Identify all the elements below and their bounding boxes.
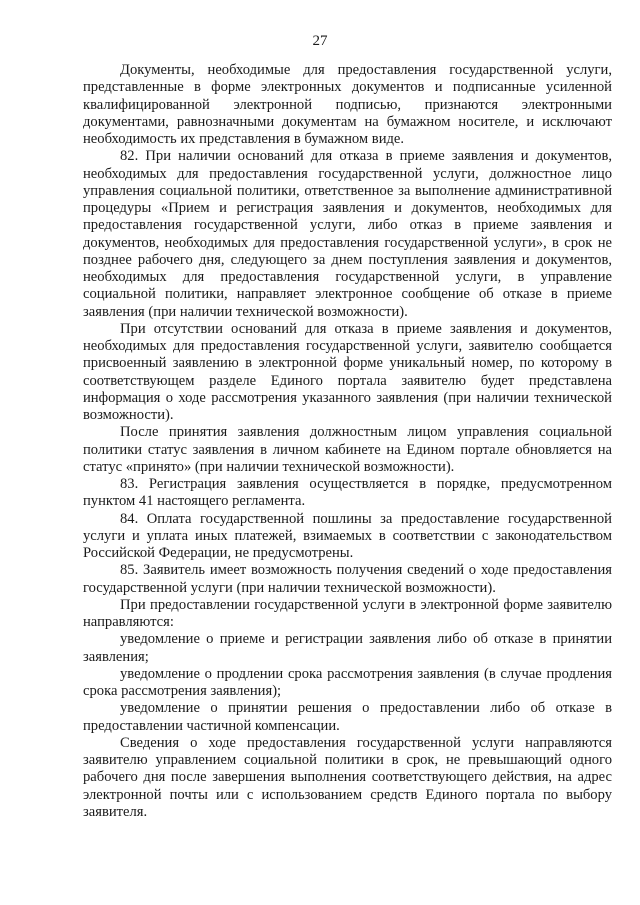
document-body — [83, 62, 612, 821]
paragraph-status-accepted: После принятия заявления должностным лицом управления социальной политики статус заявления в личном кабинете на Едином портале обновляется на статус «принято» (при наличии технической возможности). — [83, 424, 612, 475]
page-number: 27 — [312, 33, 328, 49]
paragraph-notification-receipt: уведомление о приеме и регистрации заявления либо об отказе в принятии заявления; — [83, 631, 612, 665]
paragraph-85: 85. Заявитель имеет возможность получения сведений о ходе предоставления государственной услуги (при наличии технической возможности). — [83, 562, 612, 596]
paragraph-progress-info: Сведения о ходе предоставления государственной услуги направляются заявителю управлением социальной политики в срок, не превышающий одного рабочего дня после завершения выполнения соответствующего действия, на адрес электронной почты или с использованием средств Единого портала по выбору заявителя. — [83, 734, 612, 820]
paragraph-notification-extension: уведомление о продлении срока рассмотрения заявления (в случае продления срока рассмотрения заявления); — [83, 665, 612, 699]
paragraph-no-refusal-grounds: При отсутствии оснований для отказа в приеме заявления и документов, необходимых для предоставления государственной услуги, заявителю сообщается присвоенный заявлению в электронной форме уникальный номер, по которому в соответствующем разделе Единого портала заявителю будет представлена информация о ходе рассмотрения указанного заявления (при наличии технической возможности). — [83, 320, 612, 423]
paragraph-notifications-intro: При предоставлении государственной услуги в электронной форме заявителю направляются: — [83, 596, 612, 630]
paragraph-82: 82. При наличии оснований для отказа в приеме заявления и документов, необходимых для предоставления государственной услуги, должностное лицо управления социальной политики, ответственное за выполнение административной процедуры «Прием и регистрация заявления и документов, необходимых для предоставления государственной услуги, либо отказ в приеме заявления и документов, необходимых для предоставления государственной услуги», в срок не позднее рабочего дня, следующего за днем поступления заявления и документов, необходимых для предоставления государственной услуги, в управление социальной политики, направляет электронное сообщение об отказе в приеме заявления (при наличии технической возможности). — [83, 148, 612, 320]
paragraph-notification-decision: уведомление о принятии решения о предоставлении либо об отказе в предоставлении частичной компенсации. — [83, 700, 612, 734]
paragraph-electronic-documents: Документы, необходимые для предоставления государственной услуги, представленные в форме электронных документов и подписанные усиленной квалифицированной электронной подписью, признаются электронными документами, равнозначными документам на бумажном носителе, и исключают необходимость их представления в бумажном виде. — [83, 62, 612, 147]
paragraph-84: 84. Оплата государственной пошлины за предоставление государственной услуги и уплата иных платежей, взимаемых в соответствии с законодательством Российской Федерации, не предусмотрены. — [83, 510, 612, 561]
paragraph-83: 83. Регистрация заявления осуществляется в порядке, предусмотренном пунктом 41 настоящего регламента. — [83, 476, 612, 510]
